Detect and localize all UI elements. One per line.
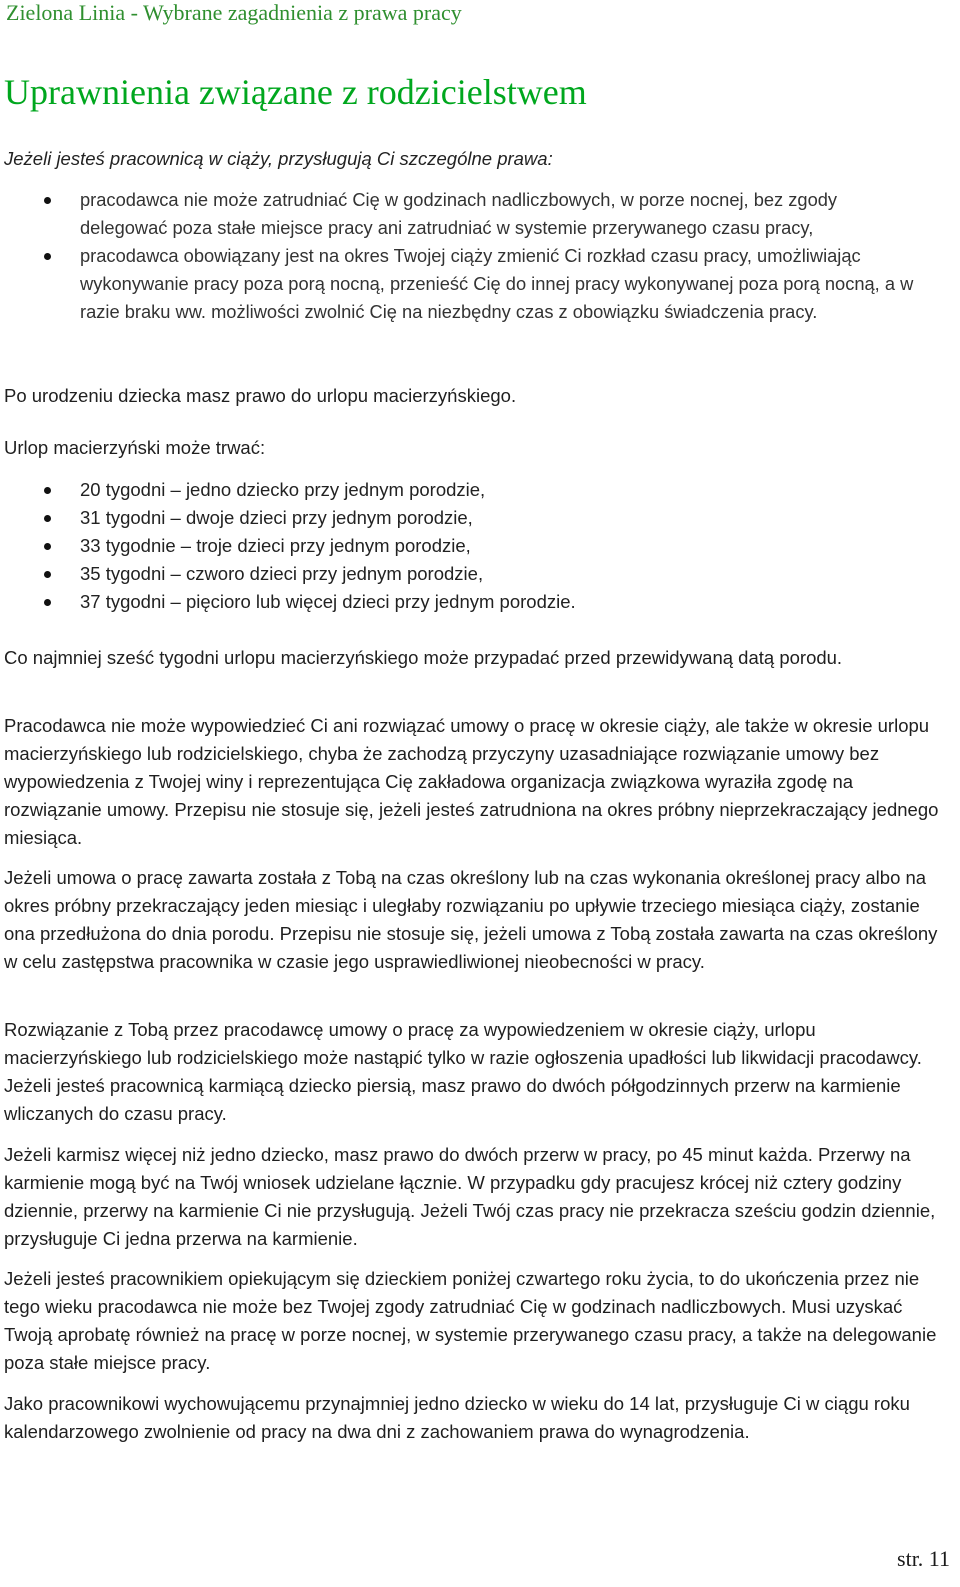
list-item bbox=[0, 242, 915, 326]
paragraph: Rozwiązanie z Tobą przez pracodawcę umowy o pracę za wypowiedzeniem w okresie ciąży, urlopu macierzyńskiego lub rodzicielskiego może nastąpić tylko w razie ogłoszenia upadłości lub likwidacji pracodawcy. Jeżeli jesteś pracownicą karmiącą dziecko piersią, masz prawo do dwóch półgodzinnych przerw na karmienie wliczanych do czasu pracy. bbox=[4, 1019, 922, 1124]
rights-list bbox=[0, 186, 915, 326]
paragraph: Co najmniej sześć tygodni urlopu macierzyńskiego może przypadać przed przewidywaną datą porodu. bbox=[4, 647, 843, 668]
list-item bbox=[0, 504, 915, 532]
list-item-text: 31 tygodni – dwoje dzieci przy jednym porodzie, bbox=[80, 507, 473, 528]
paragraph: Jeżeli karmisz więcej niż jedno dziecko, masz prawo do dwóch przerw w pracy, po 45 minut każda. Przerwy na karmienie mogą być na Twój wniosek udzielane łącznie. W przypadku gdy pracujesz krócej niż cztery godziny dziennie, przerwy na karmienie Ci nie przysługują. Jeżeli Twój czas pracy nie przekracza sześciu godzin dziennie, przysługuje Ci jedna przerwa na karmienie. bbox=[4, 1144, 936, 1249]
list-item-text: pracodawca nie może zatrudniać Cię w godzinach nadliczbowych, w porze nocnej, bez zgody delegować poza stałe miejsce pracy ani zatrudniać w systemie przerywanego czasu pracy, bbox=[80, 189, 838, 238]
list-item bbox=[0, 532, 915, 560]
after-birth-text: Po urodzeniu dziecka masz prawo do urlopu macierzyńskiego. bbox=[4, 385, 517, 406]
list-item bbox=[0, 186, 915, 242]
list-item bbox=[0, 476, 915, 504]
bullet-icon bbox=[44, 515, 51, 522]
section-title: Uprawnienia związane z rodzicielstwem bbox=[4, 72, 587, 112]
paragraph: Jeżeli umowa o pracę zawarta została z Tobą na czas określony lub na czas wykonania określonej pracy albo na okres próbny przekraczający jeden miesiąc i uległaby rozwiązaniu po upływie trzeciego miesiąca ciąży, zostanie ona przedłużona do dnia porodu. Przepisu nie stosuje się, jeżeli umowa z Tobą została zawarta na czas określony w celu zastępstwa pracownika w czasie jego usprawiedliwionej nieobecności w pracy. bbox=[4, 867, 938, 972]
bullet-icon bbox=[44, 487, 51, 494]
bullet-icon bbox=[44, 599, 51, 606]
leave-durations-list bbox=[0, 476, 915, 616]
paragraph: Jako pracownikowi wychowującemu przynajmniej jedno dziecko w wieku do 14 lat, przysługuje Ci w ciągu roku kalendarzowego zwolnienie od pracy na dwa dni z zachowaniem prawa do wynagrodzenia. bbox=[4, 1393, 910, 1442]
list-item-text: 33 tygodnie – troje dzieci przy jednym porodzie, bbox=[80, 535, 471, 556]
list-item-text: 35 tygodni – czworo dzieci przy jednym porodzie, bbox=[80, 563, 484, 584]
page-number: str. 11 bbox=[897, 1546, 950, 1571]
list-item bbox=[0, 560, 915, 588]
bullet-icon bbox=[44, 543, 51, 550]
rights-lead: Jeżeli jesteś pracownicą w ciąży, przysługują Ci szczególne prawa: bbox=[4, 148, 553, 169]
bullet-icon bbox=[44, 253, 51, 260]
paragraph: Jeżeli jesteś pracownikiem opiekującym się dzieckiem poniżej czwartego roku życia, to do ukończenia przez nie tego wieku pracodawca nie może bez Twojej zgody zatrudniać Cię w godzinach nadliczbowych. Musi uzyskać Twoją aprobatę również na pracę w porze nocnej, w systemie przerywanego czasu pracy, a także na delegowanie poza stałe miejsce pracy. bbox=[4, 1268, 937, 1373]
list-item bbox=[0, 588, 915, 616]
list-item-text: pracodawca obowiązany jest na okres Twojej ciąży zmienić Ci rozkład czasu pracy, umożliwiając wykonywanie pracy poza porą nocną, przenieść Cię do innej pracy wykonywanej poza porą nocną, a w razie braku ww. możliwości zwolnić Cię na niezbędny czas z obowiązku świadczenia pracy. bbox=[80, 245, 914, 322]
bullet-icon bbox=[44, 571, 51, 578]
bullet-icon bbox=[44, 197, 51, 204]
running-header: Zielona Linia - Wybrane zagadnienia z prawa pracy bbox=[6, 0, 462, 25]
leave-intro: Urlop macierzyński może trwać: bbox=[4, 437, 266, 458]
paragraph: Pracodawca nie może wypowiedzieć Ci ani rozwiązać umowy o pracę w okresie ciąży, ale także w okresie urlopu macierzyńskiego lub rodzicielskiego, chyba że zachodzą przyczyny uzasadniające rozwiązanie umowy bez wypowiedzenia z Twojej winy i reprezentująca Cię zakładowa organizacja związkowa wyraziła zgodę na rozwiązanie umowy. Przepisu nie stosuje się, jeżeli jesteś zatrudniona na okres próbny nieprzekraczający jednego miesiąca. bbox=[4, 715, 939, 848]
list-item-text: 37 tygodni – pięcioro lub więcej dzieci przy jednym porodzie. bbox=[80, 591, 576, 612]
list-item-text: 20 tygodni – jedno dziecko przy jednym porodzie, bbox=[80, 479, 486, 500]
